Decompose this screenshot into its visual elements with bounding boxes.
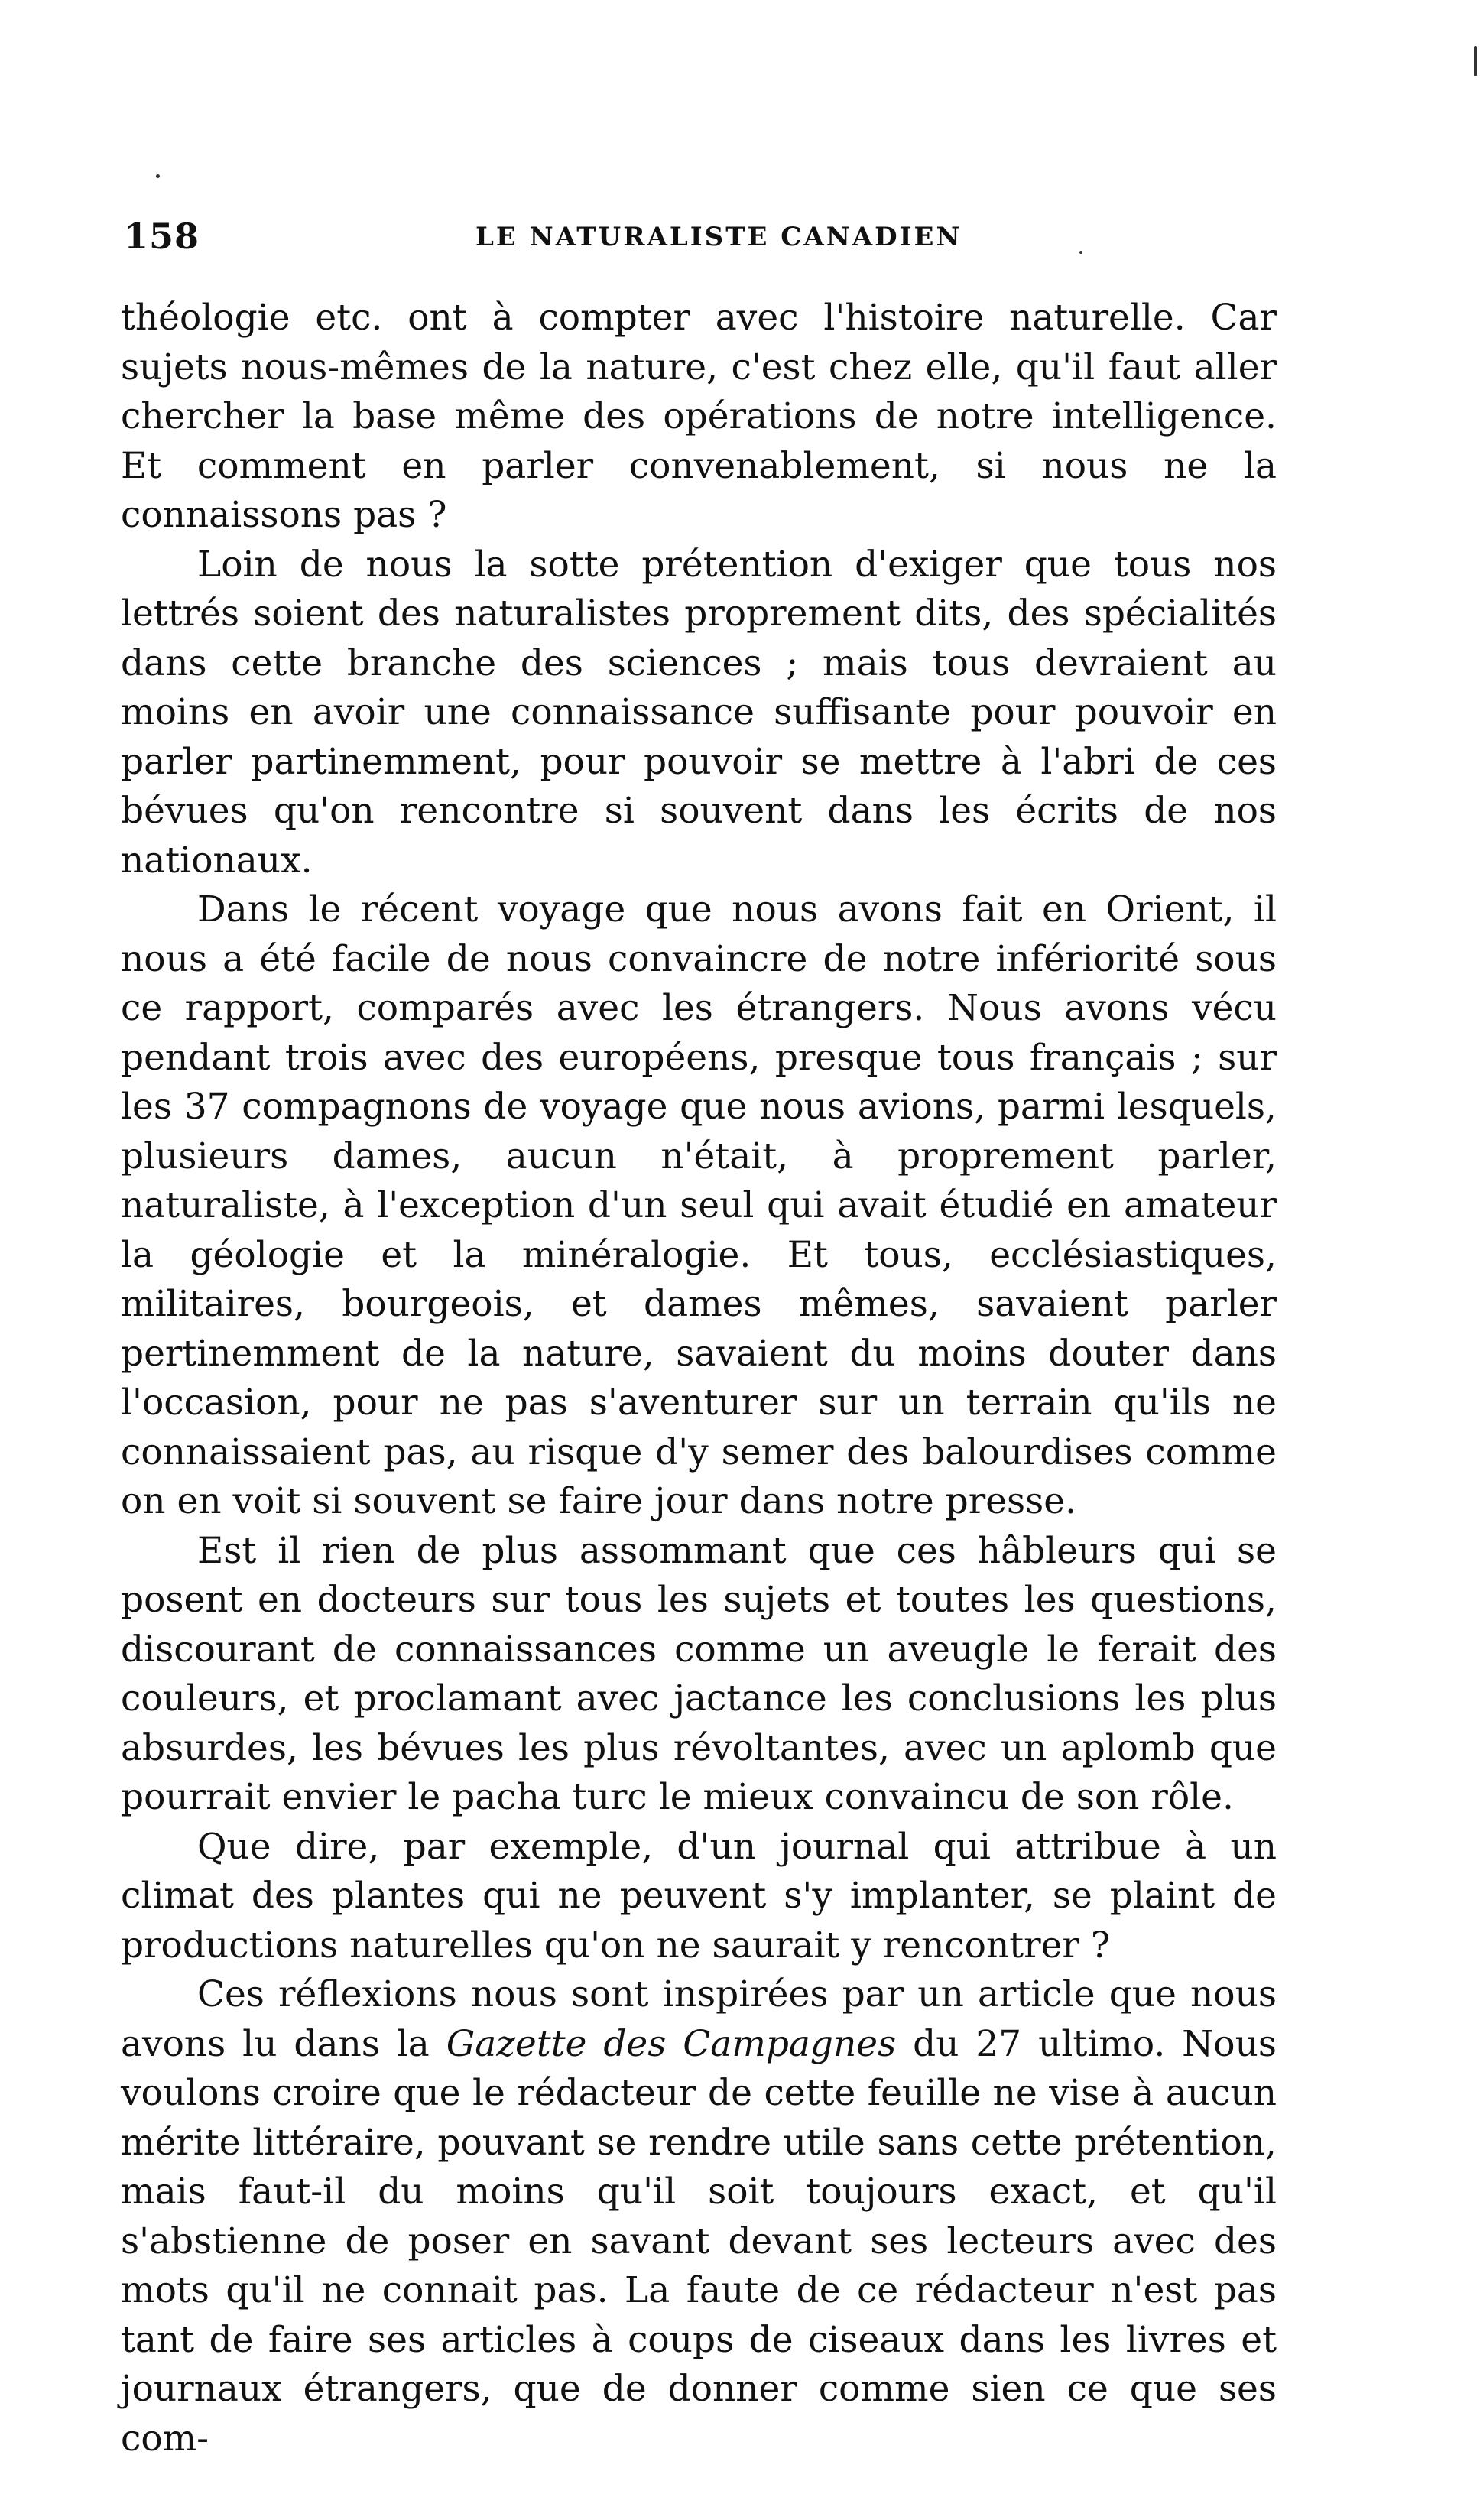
paragraph: Que dire, par exemple, d'un journal qui attribue à un climat des plantes qui ne peuvent s'y implanter, se plaint de productions naturelles qu'on ne saurait y rencontrer ?	[121, 1825, 1277, 1966]
paragraph-text: Ces réflexions nous sont inspirées par un article que nous avons lu dans la	[121, 1973, 1277, 2065]
paragraph-continuation: théologie etc. ont à compter avec l'histoire naturelle. Car sujets nous-mêmes de la nature, c'est chez elle, qu'il faut aller chercher la base même des opérations de notre intelligence. Et comment en parler convenablement, si nous ne la connaissons pas ?	[121, 297, 1277, 536]
paragraph-with-citation	[121, 1970, 1277, 2463]
scan-speck	[156, 174, 160, 178]
running-head	[124, 216, 1278, 261]
publication-title: Gazette des Campagnes	[446, 2022, 897, 2065]
scan-speck	[1474, 46, 1477, 76]
paragraph-text: du 27 ultimo. Nous voulons croire que le rédacteur de cette feuille ne vise à aucun mérite littéraire, pouvant se rendre utile sans cette prétention, mais faut-il du moins qu'il soit toujours exact, et qu'il s'abstienne de poser en savant devant ses lecteurs avec des mots qu'il ne connait pas. La faute de ce rédacteur n'est pas tant de faire ses articles à coups de ciseaux dans les livres et journaux étrangers, que de donner comme sien ce que ses com-	[121, 2022, 1277, 2460]
page-number: 158	[124, 216, 200, 257]
body-text	[121, 294, 1277, 2463]
paragraph: Est il rien de plus assommant que ces hâbleurs qui se posent en docteurs sur tous les sujets et toutes les questions, discourant de connaissances comme un aveugle le ferait des couleurs, et proclamant avec jactance les conclusions les plus absurdes, les bévues les plus révoltantes, avec un aplomb que pourrait envier le pacha turc le mieux convaincu de son rôle.	[121, 1529, 1277, 1818]
journal-title: LE NATURALISTE CANADIEN	[475, 222, 962, 252]
paragraph: Dans le récent voyage que nous avons fait en Orient, il nous a été facile de nous convaincre de notre infériorité sous ce rapport, comparés avec les étrangers. Nous avons vécu pendant trois avec des européens, presque tous français ; sur les 37 compagnons de voyage que nous avions, parmi lesquels, plusieurs dames, aucun n'était, à proprement parler, naturaliste, à l'exception d'un seul qui avait étudié en amateur la géologie et la minéralogie. Et tous, ecclésiastiques, militaires, bourgeois, et dames mêmes, savaient parler pertinemment de la nature, savaient du moins douter dans l'occasion, pour ne pas s'aventurer sur un terrain qu'ils ne connaissaient pas, au risque d'y semer des balourdises comme on en voit si souvent se faire jour dans notre presse.	[121, 888, 1277, 1522]
scan-speck	[1079, 251, 1082, 254]
paragraph: Loin de nous la sotte prétention d'exiger que tous nos lettrés soient des naturalistes proprement dits, des spécialités dans cette branche des sciences ; mais tous devraient au moins en avoir une connaissance suffisante pour pouvoir en parler partinemment, pour pouvoir se mettre à l'abri de ces bévues qu'on rencontre si souvent dans les écrits de nos nationaux.	[121, 543, 1277, 882]
